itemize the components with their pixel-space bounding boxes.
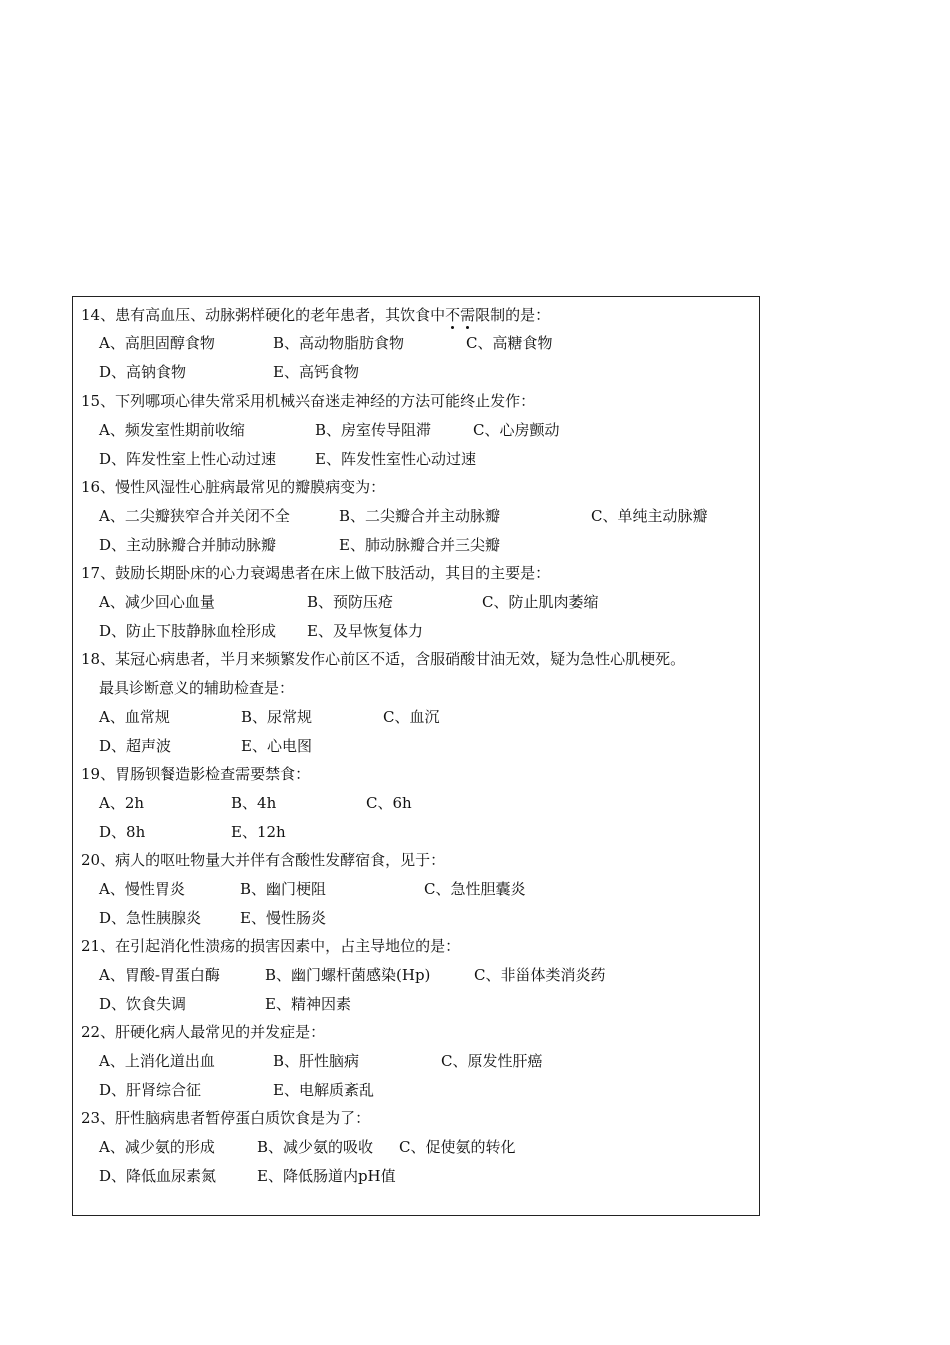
- question-14-stem: 14、患有高血压、动脉粥样硬化的老年患者，其饮食中不需限制的是：: [81, 306, 551, 324]
- question-18-stem-continued: 最具诊断意义的辅助检查是：: [99, 679, 295, 697]
- option: B、高动物脂肪食物: [273, 334, 405, 352]
- option: A、减少回心血量: [99, 593, 215, 611]
- emphasis-mark: 不: [445, 306, 461, 324]
- option: E、及早恢复体力: [307, 622, 423, 640]
- option: E、电解质紊乱: [273, 1081, 374, 1099]
- option: C、高糖食物: [466, 334, 553, 352]
- option: A、2h: [99, 794, 145, 812]
- option: C、非甾体类消炎药: [474, 966, 606, 984]
- option: E、肺动脉瓣合并三尖瓣: [339, 536, 500, 554]
- option: E、心电图: [241, 737, 312, 755]
- option: D、主动脉瓣合并肺动脉瓣: [99, 536, 277, 554]
- question-20-stem: 20、病人的呕吐物量大并伴有含酸性发酵宿食，见于：: [81, 851, 446, 869]
- option: D、8h: [99, 823, 146, 841]
- option: D、肝肾综合征: [99, 1081, 202, 1099]
- option: C、原发性肝癌: [441, 1052, 543, 1070]
- option: B、减少氨的吸收: [257, 1138, 374, 1156]
- option: D、急性胰腺炎: [99, 909, 202, 927]
- option: A、慢性胃炎: [99, 880, 185, 898]
- option: A、胃酸-胃蛋白酶: [99, 966, 220, 984]
- option: C、6h: [366, 794, 412, 812]
- option: A、上消化道出血: [99, 1052, 215, 1070]
- option: B、幽门梗阻: [240, 880, 327, 898]
- option: D、超声波: [99, 737, 172, 755]
- option: E、高钙食物: [273, 363, 359, 381]
- emphasis-mark: 需: [460, 306, 476, 324]
- option: B、尿常规: [241, 708, 313, 726]
- option: C、急性胆囊炎: [424, 880, 526, 898]
- option: D、降低血尿素氮: [99, 1167, 217, 1185]
- option: E、精神因素: [265, 995, 351, 1013]
- option: E、慢性肠炎: [240, 909, 326, 927]
- question-17-stem: 17、鼓励长期卧床的心力衰竭患者在床上做下肢活动，其目的主要是：: [81, 564, 551, 582]
- option: B、肝性脑病: [273, 1052, 360, 1070]
- option: D、阵发性室上性心动过速: [99, 450, 277, 468]
- option: B、二尖瓣合并主动脉瓣: [339, 507, 501, 525]
- option: C、防止肌肉萎缩: [482, 593, 599, 611]
- option: B、4h: [231, 794, 277, 812]
- option: D、防止下肢静脉血栓形成: [99, 622, 277, 640]
- option: B、预防压疮: [307, 593, 394, 611]
- option: C、血沉: [383, 708, 440, 726]
- option: A、频发室性期前收缩: [99, 421, 245, 439]
- question-22-stem: 22、肝硬化病人最常见的并发症是：: [81, 1023, 326, 1041]
- option: C、单纯主动脉瓣: [591, 507, 708, 525]
- option: D、饮食失调: [99, 995, 187, 1013]
- question-23-stem: 23、肝性脑病患者暂停蛋白质饮食是为了：: [81, 1109, 371, 1127]
- option: E、阵发性室性心动过速: [315, 450, 476, 468]
- question-21-stem: 21、在引起消化性溃疡的损害因素中，占主导地位的是：: [81, 937, 461, 955]
- option: A、血常规: [99, 708, 170, 726]
- option: E、降低肠道内pH值: [257, 1167, 396, 1185]
- option: A、减少氨的形成: [99, 1138, 215, 1156]
- question-box: [72, 296, 760, 1216]
- question-19-stem: 19、胃肠钡餐造影检查需要禁食：: [81, 765, 311, 783]
- question-16-stem: 16、慢性风湿性心脏病最常见的瓣膜病变为：: [81, 478, 386, 496]
- option: A、二尖瓣狭窄合并关闭不全: [99, 507, 290, 525]
- option: B、幽门螺杆菌感染(Hp): [265, 966, 431, 984]
- option: A、高胆固醇食物: [99, 334, 215, 352]
- option: C、促使氨的转化: [399, 1138, 516, 1156]
- option: D、高钠食物: [99, 363, 187, 381]
- question-18-stem: 18、某冠心病患者，半月来频繁发作心前区不适，含服硝酸甘油无效，疑为急性心肌梗死。: [81, 650, 686, 668]
- question-15-stem: 15、下列哪项心律失常采用机械兴奋迷走神经的方法可能终止发作：: [81, 392, 536, 410]
- option: E、12h: [231, 823, 286, 841]
- option: B、房室传导阻滞: [315, 421, 432, 439]
- option: C、心房颤动: [473, 421, 560, 439]
